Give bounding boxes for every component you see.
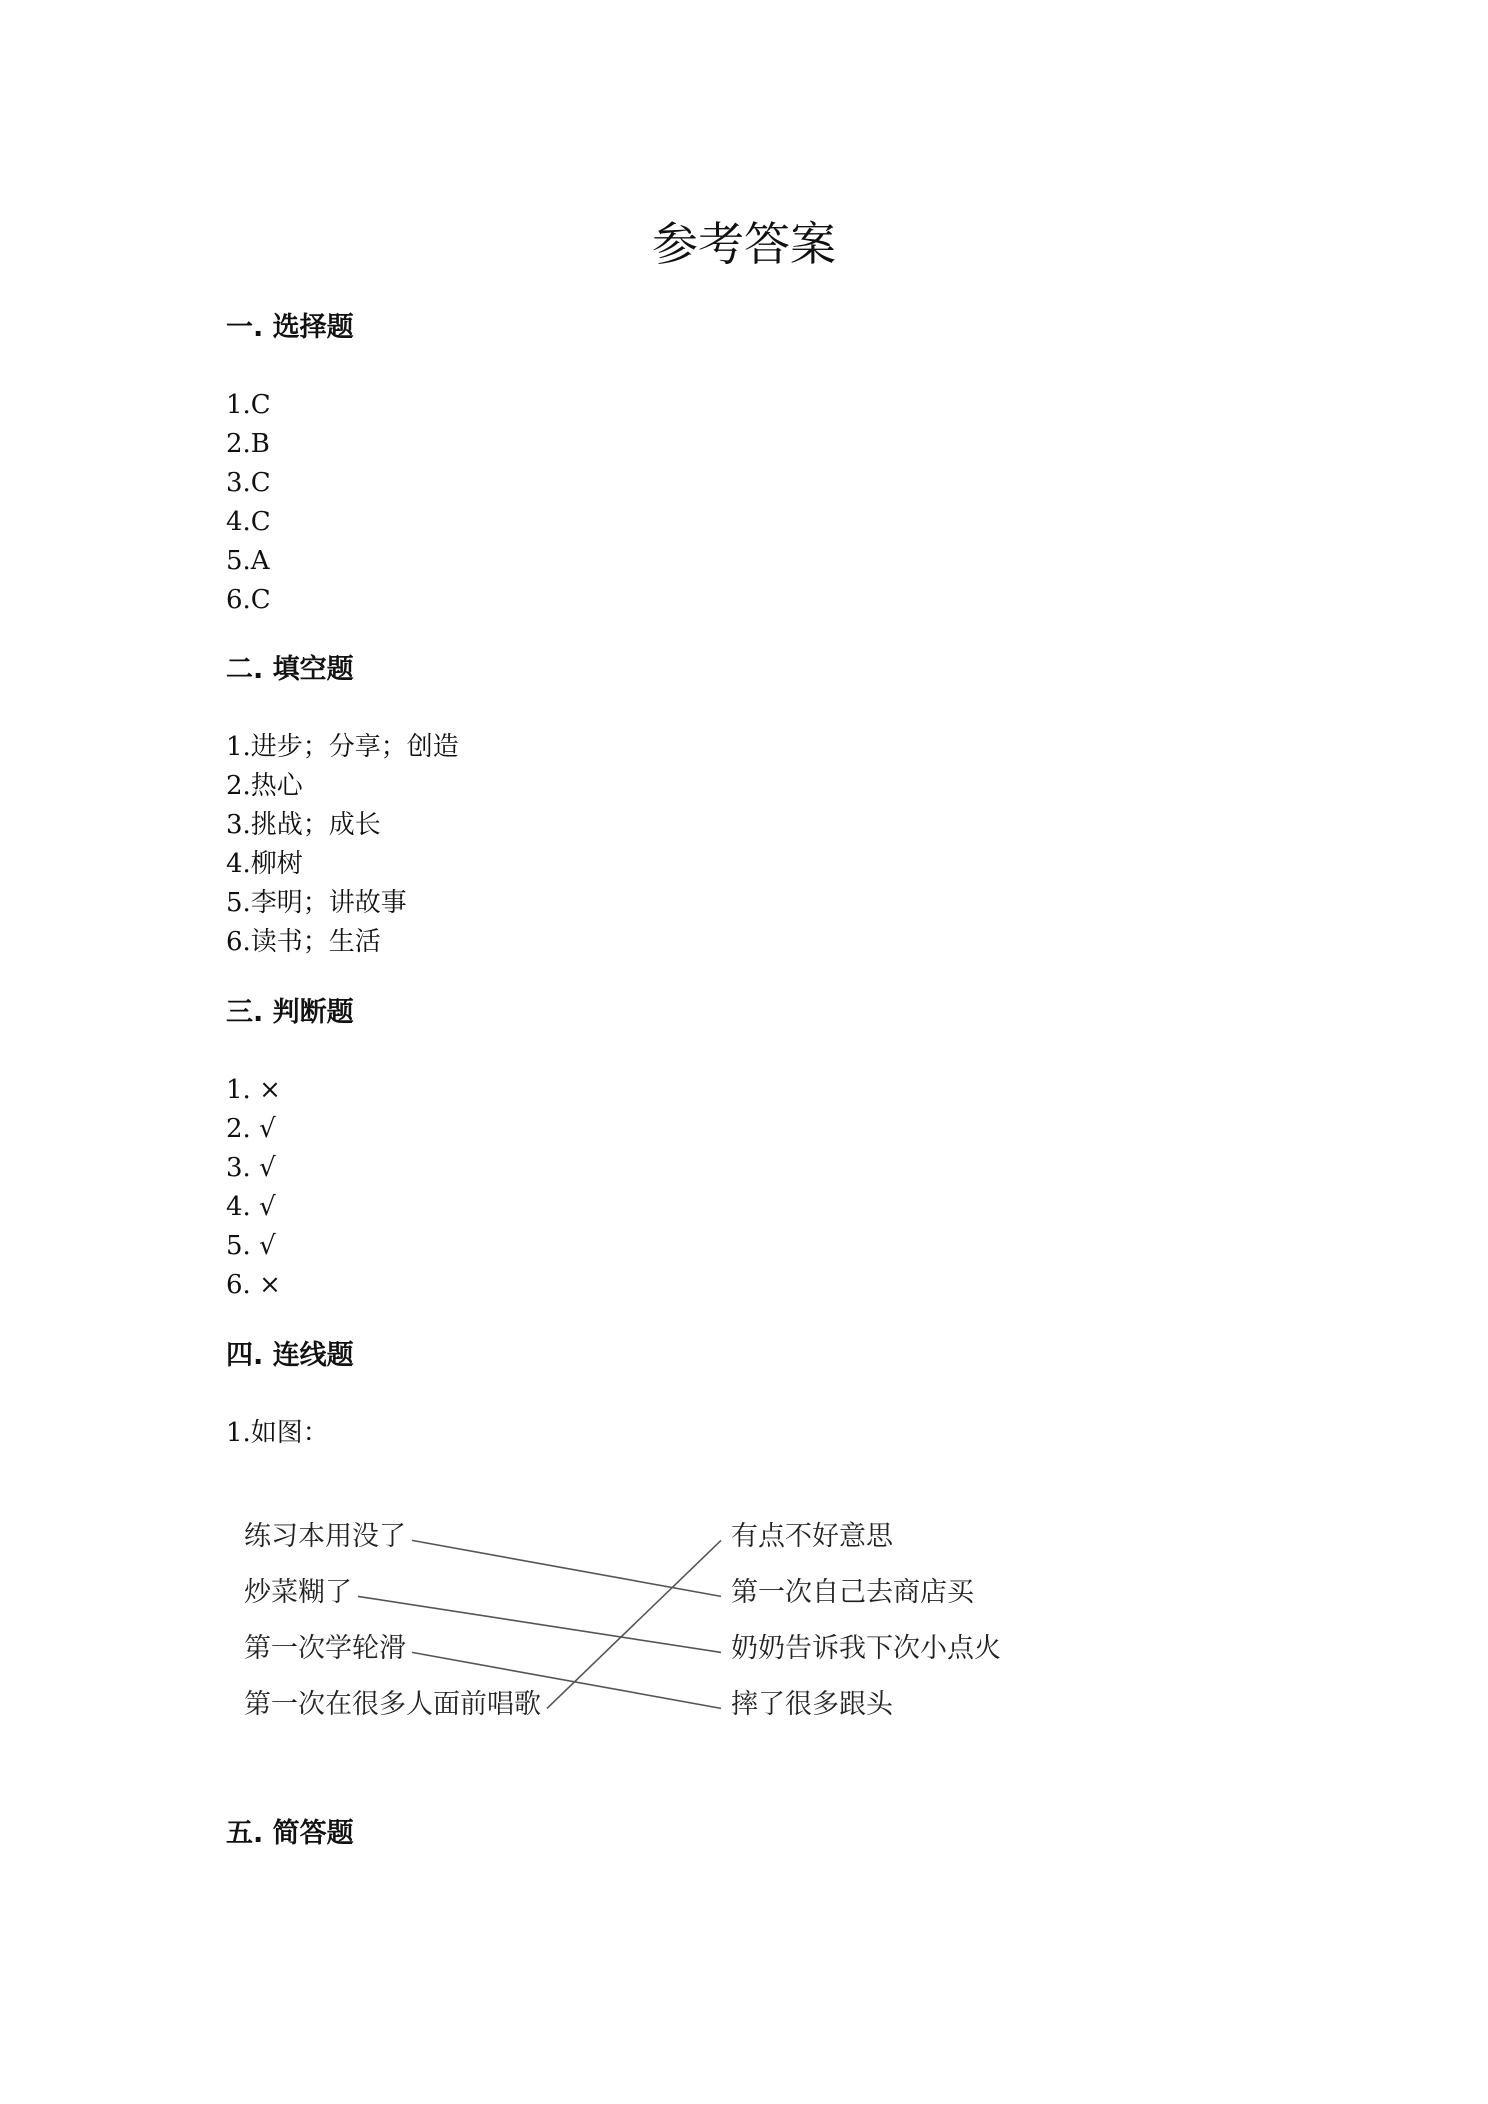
page-title: 参考答案	[652, 217, 836, 271]
answer-item: 1. ×	[226, 1075, 281, 1105]
matching-right-item: 摔了很多跟头	[731, 1689, 893, 1720]
section-heading-matching: 四. 连线题	[226, 1340, 354, 1371]
matching-line	[358, 1596, 721, 1652]
matching-line	[547, 1540, 721, 1708]
answer-item: 4.柳树	[226, 849, 303, 879]
matching-right-item: 奶奶告诉我下次小点火	[731, 1633, 1001, 1664]
answer-item: 3.C	[226, 468, 271, 498]
answer-list-fill-blank	[226, 728, 459, 962]
matching-right-item: 第一次自己去商店买	[731, 1577, 974, 1608]
answer-item: 1.如图：	[226, 1418, 329, 1448]
answer-item: 6.C	[226, 585, 271, 615]
answer-list-true-false	[226, 1071, 281, 1305]
section-heading-short-answer: 五. 简答题	[226, 1818, 354, 1849]
answer-list-matching	[226, 1414, 329, 1453]
answer-item: 4.C	[226, 507, 271, 537]
matching-right-item: 有点不好意思	[731, 1521, 893, 1552]
matching-left-item: 第一次学轮滑	[244, 1633, 406, 1664]
matching-left-item: 炒菜糊了	[244, 1577, 352, 1608]
answer-item: 2.热心	[226, 771, 303, 801]
section-heading-fill-blank: 二. 填空题	[226, 654, 354, 685]
answer-item: 6. ×	[226, 1270, 281, 1300]
answer-item: 4. √	[226, 1192, 276, 1222]
section-heading-choice: 一. 选择题	[226, 312, 354, 343]
answer-item: 6.读书；生活	[226, 927, 381, 957]
section-heading-true-false: 三. 判断题	[226, 997, 354, 1028]
answer-item: 3. √	[226, 1153, 276, 1183]
matching-left-item: 第一次在很多人面前唱歌	[244, 1689, 541, 1720]
answer-item: 3.挑战；成长	[226, 810, 381, 840]
answer-item: 5.李明；讲故事	[226, 888, 407, 918]
answer-item: 2. √	[226, 1114, 276, 1144]
matching-left-item: 练习本用没了	[244, 1521, 406, 1552]
matching-line	[412, 1540, 721, 1596]
answer-item: 5.A	[226, 546, 270, 576]
answer-item: 1.进步；分享；创造	[226, 732, 459, 762]
answer-list-choice	[226, 386, 271, 620]
answer-item: 5. √	[226, 1231, 276, 1261]
answer-item: 2.B	[226, 429, 270, 459]
matching-diagram	[226, 1510, 1026, 1740]
answer-item: 1.C	[226, 390, 271, 420]
